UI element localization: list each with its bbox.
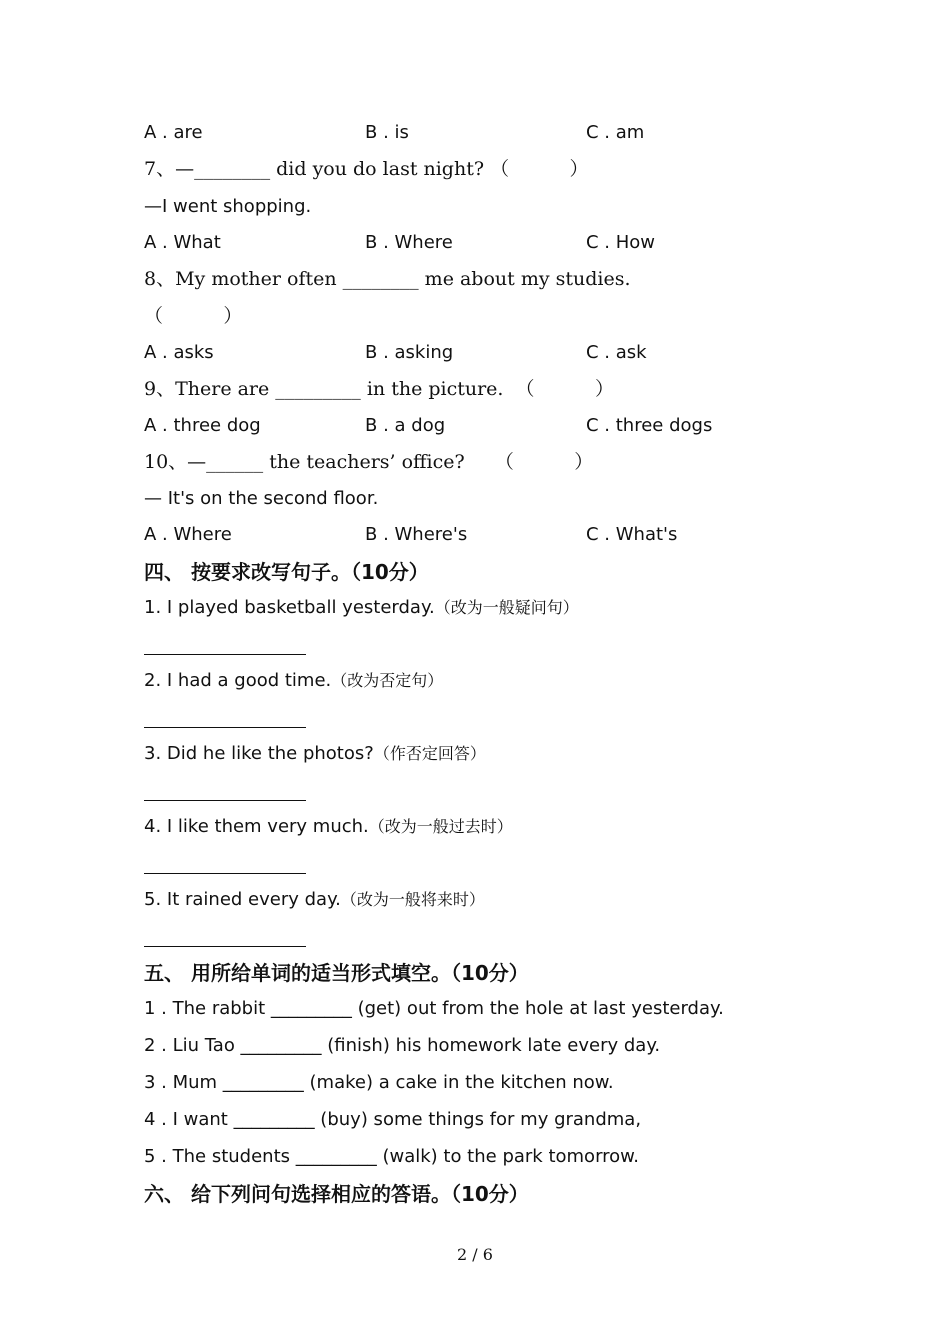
section5-item-2: 2 . Liu Tao _________ (finish) his homework late every day. (144, 1035, 661, 1056)
q6-option-b: B . is (365, 122, 409, 143)
section5-title: 五、 用所给单词的适当形式填空。（10分） (144, 961, 529, 985)
section4-item-2: 2. I had a good time.（改为否定句） (144, 670, 444, 691)
q7-option-a: A . What (144, 232, 221, 253)
q6-option-a: A . are (144, 122, 203, 143)
q7-option-c: C . How (586, 232, 656, 253)
section5-item-4: 4 . I want _________ (buy) some things for my grandma, (144, 1109, 642, 1130)
answer-blank[interactable] (144, 727, 306, 728)
section4-item-4: 4. I like them very much.（改为一般过去时） (144, 816, 513, 837)
q10-option-c: C . What's (586, 524, 678, 545)
answer-blank[interactable] (144, 946, 306, 947)
q6-option-c: C . am (586, 122, 645, 143)
q7-answer-line: —I went shopping. (144, 196, 312, 217)
section5-item-1: 1 . The rabbit _________ (get) out from the hole at last yesterday. (144, 998, 724, 1019)
q9-option-a: A . three dog (144, 415, 261, 436)
q10-option-a: A . Where (144, 524, 232, 545)
q8-answer-paren: （ ） (144, 305, 243, 327)
q10-option-b: B . Where's (365, 524, 468, 545)
section5-item-5: 5 . The students _________ (walk) to the park tomorrow. (144, 1146, 639, 1167)
q10-stem: 10、—______ the teachers’ office? （ ） (144, 451, 594, 473)
q10-answer-line: — It's on the second floor. (144, 488, 379, 509)
q8-option-c: C . ask (586, 342, 647, 363)
q7-option-b: B . Where (365, 232, 453, 253)
page-number: 2 / 6 (457, 1245, 493, 1264)
section4-item-5: 5. It rained every day.（改为一般将来时） (144, 889, 485, 910)
q8-option-a: A . asks (144, 342, 214, 363)
q8-stem: 8、My mother often ________ me about my studies. (144, 268, 631, 290)
section6-title: 六、 给下列问句选择相应的答语。（10分） (144, 1182, 529, 1206)
q9-option-c: C . three dogs (586, 415, 713, 436)
answer-blank[interactable] (144, 873, 306, 874)
answer-blank[interactable] (144, 654, 306, 655)
section4-item-3: 3. Did he like the photos?（作否定回答） (144, 743, 486, 764)
q9-option-b: B . a dog (365, 415, 446, 436)
section4-title: 四、 按要求改写句子。（10分） (144, 560, 429, 584)
section5-item-3: 3 . Mum _________ (make) a cake in the kitchen now. (144, 1072, 614, 1093)
q9-stem: 9、There are _________ in the picture. （ ） (144, 378, 614, 400)
section4-item-1: 1. I played basketball yesterday.（改为一般疑问句） (144, 597, 579, 618)
q7-stem: 7、—________ did you do last night? （ ） (144, 158, 589, 180)
q8-option-b: B . asking (365, 342, 454, 363)
answer-blank[interactable] (144, 800, 306, 801)
